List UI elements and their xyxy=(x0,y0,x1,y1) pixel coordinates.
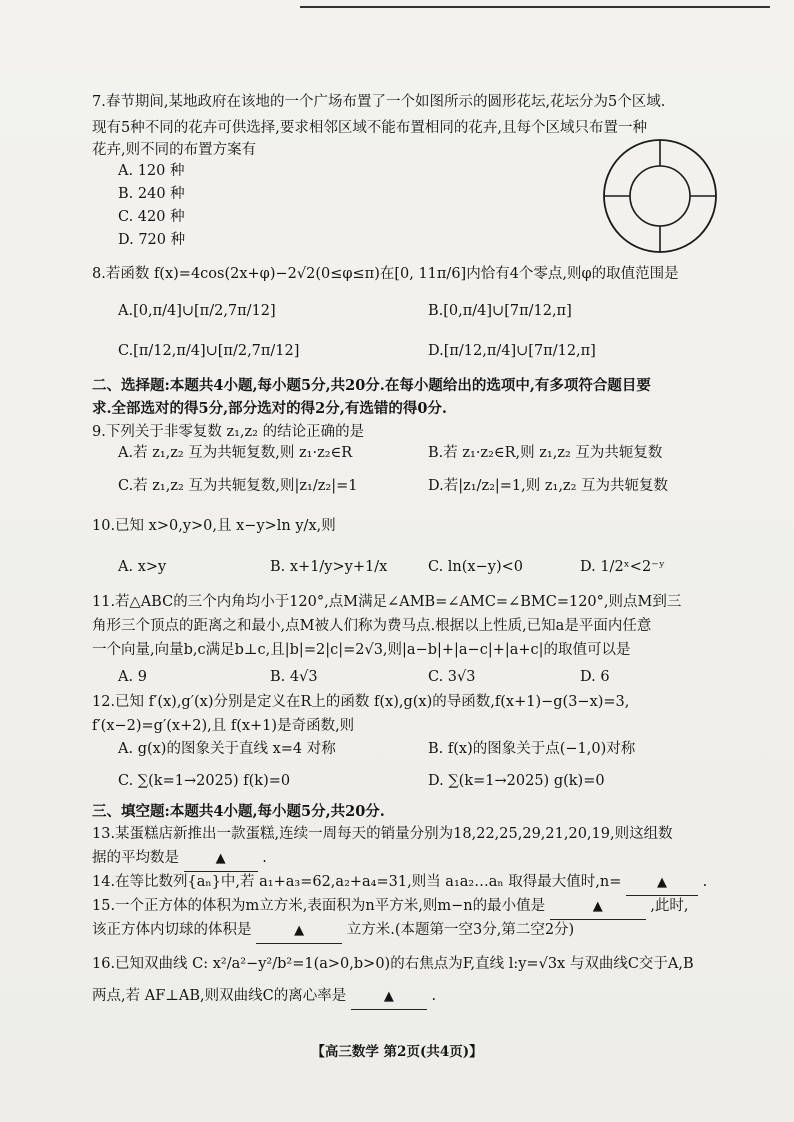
q12-line2: f′(x−2)=g′(x+2),且 f(x+1)是奇函数,则 xyxy=(92,718,355,734)
q11-line1: 11.若△ABC的三个内角均小于120°,点M满足∠AMB=∠AMC=∠BMC=120°,则点M到三 xyxy=(92,594,682,610)
q14-text: 14.在等比数列{aₙ}中,若 a₁+a₃=62,a₂+a₄=31,则当 a₁a₂…aₙ 取得最大值时,n= xyxy=(92,874,622,890)
q15-line1 xyxy=(92,894,689,920)
q15-text2: 该正方体内切球的体积是 xyxy=(92,922,252,938)
q13-line1: 13.某蛋糕店新推出一款蛋糕,连续一周每天的销量分别为18,22,25,29,21,20,19,则这组数 xyxy=(92,826,673,842)
q10-option-c: C. ln(x−y)<0 xyxy=(428,559,523,575)
q9-option-b: B.若 z₁·z₂∈R,则 z₁,z₂ 互为共轭复数 xyxy=(428,445,663,461)
q16-text: 两点,若 AF⊥AB,则双曲线C的离心率是 xyxy=(92,988,347,1004)
answer-marker-icon: ▲ xyxy=(294,923,305,938)
q11-line3: 一个向量,向量b,c满足b⊥c,且|b|=2|c|=2√3,则|a−b|+|a−c|+|a+c|的取值可以是 xyxy=(92,642,631,658)
q12-line1: 12.已知 f′(x),g′(x)分别是定义在R上的函数 f(x),g(x)的导函数,f(x+1)−g(3−x)=3, xyxy=(92,694,630,710)
q13-answer-blank[interactable] xyxy=(184,846,258,872)
q12-option-b: B. f(x)的图象关于点(−1,0)对称 xyxy=(428,741,636,757)
answer-marker-icon: ▲ xyxy=(592,899,603,914)
q14-tail: . xyxy=(702,874,708,890)
q16-line1: 16.已知双曲线 C: x²/a²−y²/b²=1(a>0,b>0)的右焦点为F,直线 l:y=√3x 与双曲线C交于A,B xyxy=(92,956,694,972)
q10-stem: 10.已知 x>0,y>0,且 x−y>ln y/x,则 xyxy=(92,518,336,534)
section2-line1: 二、选择题:本题共4小题,每小题5分,共20分.在每小题给出的选项中,有多项符合题目要 xyxy=(92,377,651,394)
q7-line3: 花卉,则不同的布置方案有 xyxy=(92,142,257,158)
q12-option-a: A. g(x)的图象关于直线 x=4 对称 xyxy=(118,741,336,757)
q8-option-c: C.[π/12,π/4]∪[π/2,7π/12] xyxy=(118,343,300,359)
q11-option-b: B. 4√3 xyxy=(270,669,318,685)
flower-bed-diagram xyxy=(600,136,720,256)
q8-stem: 8.若函数 f(x)=4cos(2x+φ)−2√2(0≤φ≤π)在[0, 11π/6]内恰有4个零点,则φ的取值范围是 xyxy=(92,266,679,282)
q9-option-a: A.若 z₁,z₂ 互为共轭复数,则 z₁·z₂∈R xyxy=(118,445,353,461)
q9-option-d: D.若|z₁/z₂|=1,则 z₁,z₂ 互为共轭复数 xyxy=(428,478,668,494)
q11-option-c: C. 3√3 xyxy=(428,669,476,685)
q10-option-b: B. x+1/y>y+1/x xyxy=(270,559,388,575)
q11-option-d: D. 6 xyxy=(580,669,610,685)
q8-option-d: D.[π/12,π/4]∪[7π/12,π] xyxy=(428,343,596,359)
q15-answer-blank-1[interactable] xyxy=(550,894,646,920)
section3-title: 三、填空题:本题共4小题,每小题5分,共20分. xyxy=(92,803,385,820)
q10-option-d: D. 1/2ˣ<2⁻ʸ xyxy=(580,559,665,575)
q14-line xyxy=(92,870,707,896)
q15-text1b: ,此时, xyxy=(650,898,689,914)
section2-line2: 求.全部选对的得5分,部分选对的得2分,有选错的得0分. xyxy=(92,400,447,417)
q11-option-a: A. 9 xyxy=(118,669,147,685)
q7-option-a: A. 120 种 xyxy=(118,163,185,179)
q16-tail: . xyxy=(431,988,437,1004)
q15-answer-blank-2[interactable] xyxy=(256,918,342,944)
q13-line2 xyxy=(92,846,267,872)
q10-option-a: A. x>y xyxy=(118,559,167,575)
q15-line2 xyxy=(92,918,574,944)
top-rule xyxy=(300,6,770,8)
q16-line2 xyxy=(92,984,436,1010)
q12-option-c: C. ∑(k=1→2025) f(k)=0 xyxy=(118,773,291,789)
answer-marker-icon: ▲ xyxy=(656,875,667,890)
q13-text: 据的平均数是 xyxy=(92,850,179,866)
q12-option-d: D. ∑(k=1→2025) g(k)=0 xyxy=(428,773,605,789)
q7-option-d: D. 720 种 xyxy=(118,232,186,248)
q7-line1: 7.春节期间,某地政府在该地的一个广场布置了一个如图所示的圆形花坛,花坛分为5个区域. xyxy=(92,94,666,110)
q11-line2: 角形三个顶点的距离之和最小,点M被人们称为费马点.根据以上性质,已知a是平面内任意 xyxy=(92,618,652,634)
q9-option-c: C.若 z₁,z₂ 互为共轭复数,则|z₁/z₂|=1 xyxy=(118,478,358,494)
q9-stem: 9.下列关于非零复数 z₁,z₂ 的结论正确的是 xyxy=(92,424,365,440)
q16-answer-blank[interactable] xyxy=(351,984,427,1010)
q7-option-c: C. 420 种 xyxy=(118,209,185,225)
q7-option-b: B. 240 种 xyxy=(118,186,185,202)
q14-answer-blank[interactable] xyxy=(626,870,698,896)
q15-text2b: 立方米.(本题第一空3分,第二空2分) xyxy=(346,922,575,938)
q13-tail: . xyxy=(262,850,267,866)
page-footer: 【高三数学 第2页(共4页)】 xyxy=(311,1044,483,1060)
q7-line2: 现有5种不同的花卉可供选择,要求相邻区域不能布置相同的花卉,且每个区域只布置一种 xyxy=(92,120,647,136)
q8-option-a: A.[0,π/4]∪[π/2,7π/12] xyxy=(118,303,276,319)
q8-option-b: B.[0,π/4]∪[7π/12,π] xyxy=(428,303,572,319)
q15-text1: 15.一个正方体的体积为m立方米,表面积为n平方米,则m−n的最小值是 xyxy=(92,898,546,914)
answer-marker-icon: ▲ xyxy=(215,851,226,866)
answer-marker-icon: ▲ xyxy=(383,989,394,1004)
